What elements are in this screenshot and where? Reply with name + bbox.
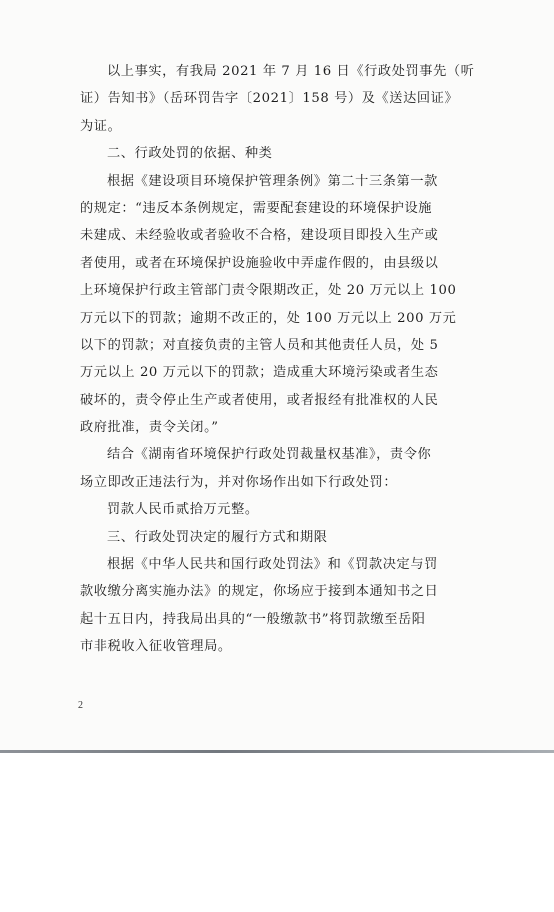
document-body [80,58,475,661]
text-line: 根据《建设项目环境保护管理条例》第二十三条第一款 [107,173,438,189]
page-number: 2 [78,700,83,711]
text-line: 起十五日内，持我局出具的“一般缴款书”将罚款缴至岳阳 [80,611,426,627]
text-line: 万元以下的罚款；逾期不改正的，处 100 万元以上 200 万元 [80,310,457,326]
text-line: 万元以上 20 万元以下的罚款；造成重大环境污染或者生态 [80,365,439,381]
text-line: 者使用，或者在环境保护设施验收中弄虚作假的，由县级以 [80,255,439,271]
text-line: 场立即改正违法行为，并对你场作出如下行政处罚： [80,474,398,490]
text-line: 证）告知书》（岳环罚告字〔2021〕158 号）及《送达回证》 [80,91,459,107]
text-line: 为证。 [80,118,122,134]
text-line: 市非税收入征收管理局。 [80,639,232,655]
text-line: 二、行政处罚的依据、种类 [107,146,273,162]
text-line: 的规定：“违反本条例规定，需要配套建设的环境保护设施 [80,200,433,216]
text-line: 根据《中华人民共和国行政处罚法》和《罚款决定与罚 [107,557,438,573]
text-line: 破坏的，责令停止生产或者使用，或者报经有批准权的人民 [80,392,439,408]
text-line: 款收缴分离实施办法》的规定，你场应于接到本通知书之日 [80,584,439,600]
text-line: 罚款人民币贰拾万元整。 [107,502,259,518]
text-line: 上环境保护行政主管部门责令限期改正，处 20 万元以上 100 [80,283,457,299]
text-line: 以上事实，有我局 2021 年 7 月 16 日《行政处罚事先（听 [107,64,475,79]
text-line: 三、行政处罚决定的履行方式和期限 [107,529,328,545]
text-line: 政府批准，责令关闭。” [80,420,219,436]
sheet-bottom-edge [0,750,554,753]
text-line: 以下的罚款；对直接负责的主管人员和其他责任人员，处 5 [80,337,439,353]
text-line: 未建成、未经验收或者验收不合格，建设项目即投入生产或 [80,228,439,244]
text-line: 结合《湖南省环境保护行政处罚裁量权基准》，责令你 [107,447,432,463]
